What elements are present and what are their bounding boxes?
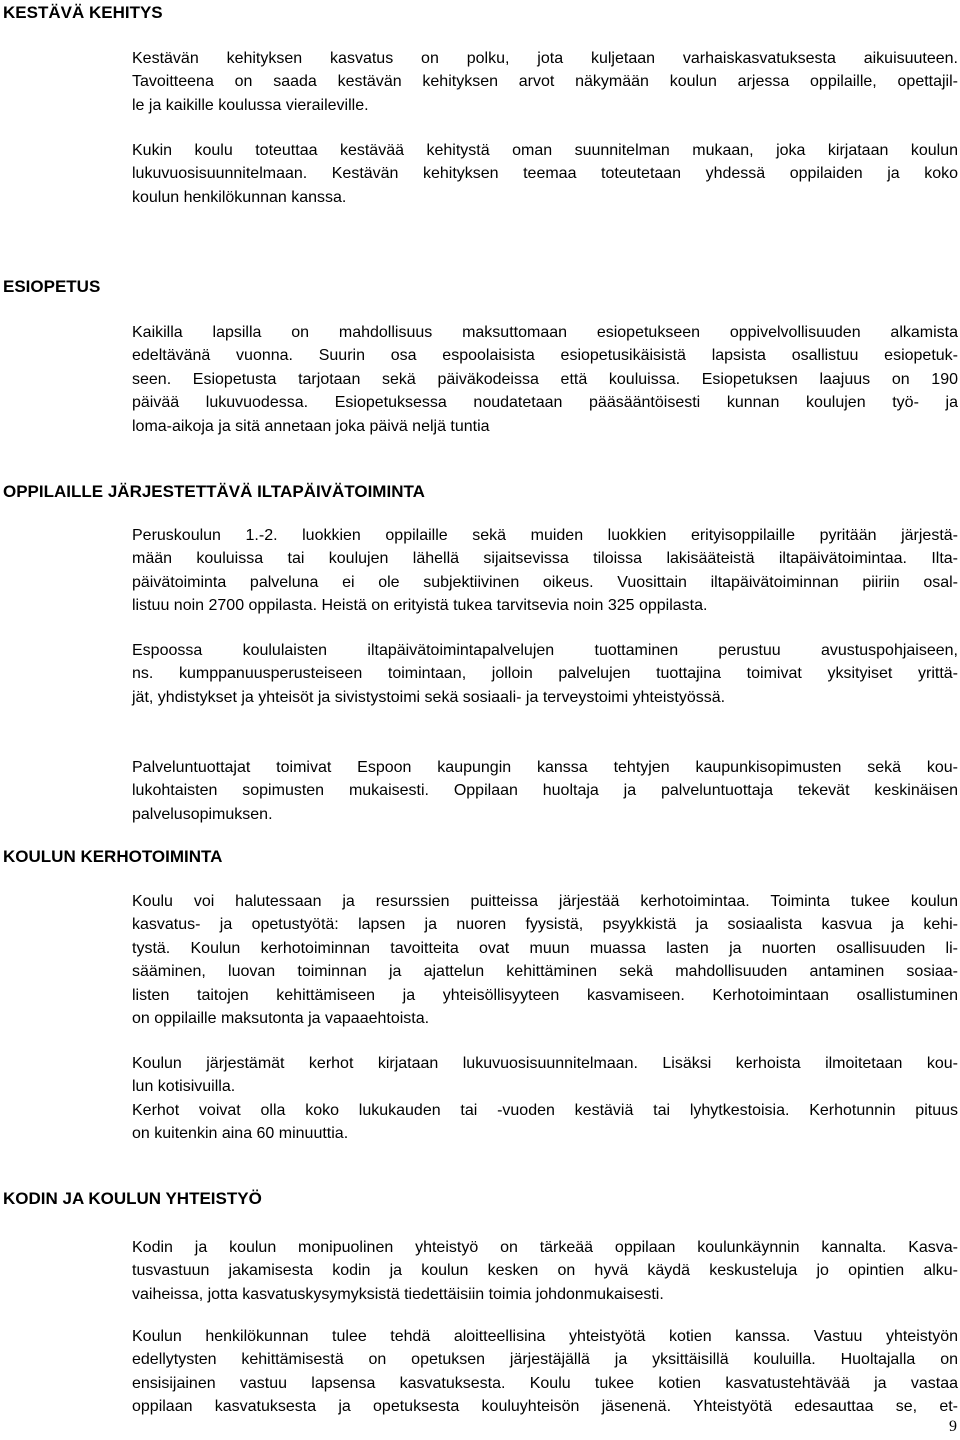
- section-heading-kerhotoiminta: KOULUN KERHOTOIMINTA: [3, 847, 223, 866]
- section-heading-iltapaivatoiminta: OPPILAILLE JÄRJESTETTÄVÄ ILTAPÄIVÄTOIMINTA: [3, 482, 425, 501]
- text-line: listen taitojen kehittämiseen ja yhteisöllisyyteen kasvamiseen. Kerhotoimintaan osallistuminen: [132, 986, 958, 1004]
- text-line: Espoossa koululaisten iltapäivätoimintapalvelujen tuottaminen perustuu avustuspohjaiseen,: [132, 642, 958, 659]
- text-line: kasvatus- ja opetustyötä: lapsen ja nuoren fyysistä, psyykkistä ja sosiaalista kasvua ja kehi-: [132, 916, 958, 934]
- kerho-paragraph-1: [132, 890, 958, 1030]
- text-line: on kuitenkin aina 60 minuuttia.: [132, 1125, 349, 1143]
- iltapaiva-paragraph-3: [132, 756, 958, 826]
- text-line: lun kotisivuilla.: [132, 1078, 236, 1096]
- text-line: ensisijainen vastuu lapsensa kasvatuksesta. Koulu tukee kotien kasvatustehtävää ja vastaa: [132, 1374, 958, 1392]
- kerho-paragraph-2: [132, 1052, 958, 1146]
- text-line: koulun henkilökunnan kanssa.: [132, 188, 347, 206]
- section-heading-yhteistyo: KODIN JA KOULUN YHTEISTYÖ: [3, 1189, 262, 1208]
- text-line: Koulu voi halutessaan ja resurssien puitteissa järjestää kerhotoimintaa. Toiminta tukee koulun: [132, 893, 958, 910]
- text-line: Kodin ja koulun monipuolinen yhteistyö on tärkeää oppilaan koulunkäynnin kannalta. Kasva-: [132, 1239, 958, 1256]
- text-line: sääminen, luovan toiminnan ja ajattelun kehittäminen sekä mahdollisuuden antaminen sosiaa-: [132, 963, 958, 981]
- text-line: ns. kumppanuusperusteiseen toimintaan, jolloin palvelujen tuottajina toimivat yksityiset yrittä-: [132, 665, 958, 683]
- text-line: Tavoitteena on saada kestävän kehityksen arvot näkymään koulun arjessa oppilaille, opettajil-: [132, 73, 958, 91]
- text-line: oppilaan kasvatuksesta ja opetuksesta kouluyhteisön jäsenenä. Yhteistyötä edesauttaa se, et-: [132, 1398, 958, 1416]
- kestava-paragraph-1: [132, 47, 958, 117]
- kestava-paragraph-2: [132, 139, 958, 209]
- section-heading-kestava-kehitys: KESTÄVÄ KEHITYS: [3, 3, 163, 22]
- text-line: le ja kaikille koulussa vieraileville.: [132, 96, 369, 114]
- text-line: päivää lukuvuodessa. Esiopetuksessa noudatetaan pääsääntöisesti kunnan koulujen työ- ja: [132, 394, 958, 412]
- text-line: seen. Esiopetusta tarjotaan sekä päiväkodeissa että kouluissa. Esiopetuksen laajuus on 190: [132, 370, 958, 388]
- text-line: Koulun henkilökunnan tulee tehdä aloitteellisina yhteistyötä kotien kanssa. Vastuu yhteistyön: [132, 1328, 958, 1345]
- text-line: päivätoiminta palveluna ei ole subjektiivinen oikeus. Vuosittain iltapäivätoiminnan piiriin osal-: [132, 573, 958, 591]
- text-line: palvelusopimuksen.: [132, 805, 273, 823]
- text-line: Koulun järjestämät kerhot kirjataan lukuvuosisuunnitelmaan. Lisäksi kerhoista ilmoitetaan kou-: [132, 1055, 958, 1072]
- yhteistyo-paragraph-1: [132, 1236, 958, 1306]
- text-line: Peruskoulun 1.-2. luokkien oppilaille sekä muiden luokkien erityisoppilaille pyritään järjestä-: [132, 527, 958, 544]
- text-line: Kestävän kehityksen kasvatus on polku, jota kuljetaan varhaiskasvatuksesta aikuisuuteen.: [132, 50, 958, 67]
- text-line: edellytysten kehittämisestä on opetuksen järjestäjällä ja yksittäisillä kouluilla. Huoltajalla on: [132, 1351, 958, 1369]
- section-heading-esiopetus: ESIOPETUS: [3, 277, 101, 296]
- text-line: mään kouluissa tai koulujen lähellä sijaitsevissa tiloissa lakisääteistä iltapäivätoimintaa. Ilta-: [132, 550, 958, 568]
- text-line: on oppilaille maksutonta ja vapaaehtoista.: [132, 1009, 430, 1027]
- esiopetus-paragraph-1: [132, 321, 958, 438]
- text-line: Palveluntuottajat toimivat Espoon kaupungin kanssa tehtyjen kaupunkisopimusten sekä kou-: [132, 759, 958, 776]
- yhteistyo-paragraph-2: [132, 1325, 958, 1419]
- text-line: loma-aikoja ja sitä annetaan joka päivä neljä tuntia: [132, 417, 490, 435]
- text-line: edeltävänä vuonna. Suurin osa espoolaisista esiopetusikäisistä lapsista osallistuu esiopetuk-: [132, 347, 958, 365]
- text-line: Kukin koulu toteuttaa kestävää kehitystä oman suunnitelman mukaan, joka kirjataan koulun: [132, 142, 958, 159]
- text-line: tusvastuun jakamisesta kodin ja koulun kesken on hyvä käydä keskusteluja jo opintien alku-: [132, 1262, 958, 1280]
- text-line: Kaikilla lapsilla on mahdollisuus maksuttomaan esiopetukseen oppivelvollisuuden alkamista: [132, 324, 958, 341]
- iltapaiva-paragraph-1: [132, 524, 958, 618]
- text-line: lukuvuosisuunnitelmaan. Kestävän kehityksen teemaa toteutetaan yhdessä oppilaiden ja koko: [132, 165, 958, 183]
- text-line: jät, yhdistykset ja yhteisöt ja sivistystoimi sekä sosiaali- ja terveystoimi yhteistyössä.: [132, 688, 726, 706]
- text-line: tystä. Koulun kerhotoiminnan tavoitteita ovat muun muassa lasten ja nuorten osallisuuden li-: [132, 939, 958, 957]
- iltapaiva-paragraph-2: [132, 639, 958, 709]
- text-line: vaiheissa, jotta kasvatuskysymyksistä tiedettäisiin toimia johdonmukaisesti.: [132, 1285, 664, 1303]
- page-number: 9: [949, 1418, 957, 1435]
- text-line: lukohtaisten sopimusten mukaisesti. Oppilaan huoltaja ja palveluntuottaja tekevät keskinäisen: [132, 782, 958, 800]
- text-line: Kerhot voivat olla koko lukukauden tai -vuoden kestäviä tai lyhytkestoisia. Kerhotunnin pituus: [132, 1101, 958, 1119]
- text-line: listuu noin 2700 oppilasta. Heistä on erityistä tukea tarvitsevia noin 325 oppilasta.: [132, 597, 708, 615]
